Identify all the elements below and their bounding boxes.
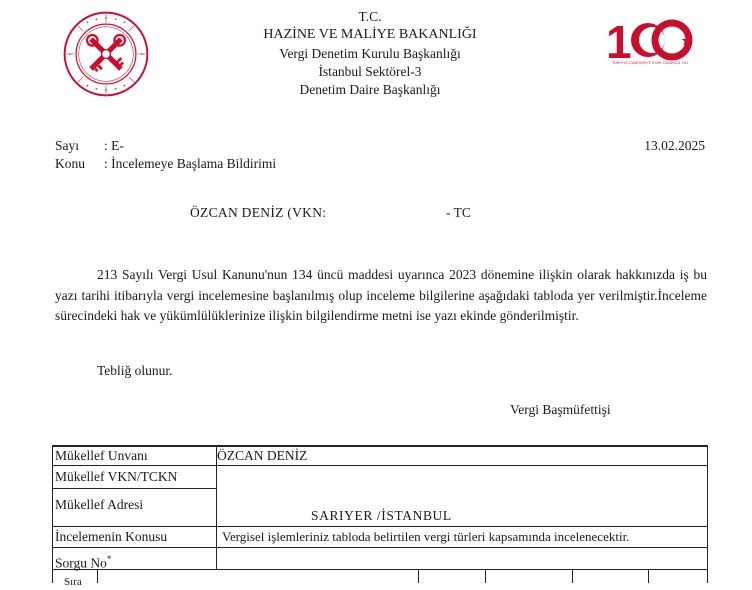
addressee-name: ÖZCAN DENİZ (VKN: <box>190 205 327 220</box>
body-paragraph: 213 Sayılı Vergi Usul Kanunu'nun 134 üncü maddesi uyarınca 2023 dönemine ilişkin olarak hakkınızda iş bu yazı tarihi itibarıyla vergi incelemesine başlanılmış olup inceleme bilgilerine aşağıdaki tabloda yer verilmiştir.İnceleme sürecindeki hak ve yükümlülüklerinize ilişkin bilgilendirme metni ise yazı ekinde gönderilmiştir. <box>55 267 707 323</box>
header-ministry: HAZİNE VE MALİYE BAKANLIĞI <box>263 27 477 42</box>
header-tc: T.C. <box>358 9 382 24</box>
konu-label: Konu <box>55 156 85 171</box>
header-board: Vergi Denetim Kurulu Başkanlığı <box>279 46 461 61</box>
centenary-caption: TÜRKİYE CUMHURİYETİ'NİN YÜZÜNCÜ YILI <box>612 61 688 65</box>
sorgu-label: Sorgu No <box>55 555 107 571</box>
header-sector: İstanbul Sektörel-3 <box>318 64 422 79</box>
addressee-tail: - TC <box>446 205 471 220</box>
row-label-vkn: Mükellef VKN/TCKN <box>55 469 178 484</box>
ministry-seal <box>62 10 150 98</box>
row-value-konu: Vergisel işlemleriniz tabloda belirtilen vergi türleri kapsamında incelenecektir. <box>222 529 630 544</box>
document-date: 13.02.2025 <box>644 138 705 153</box>
svg-text:1: 1 <box>606 16 628 64</box>
sira-header: Sıra <box>64 576 82 588</box>
centenary-logo <box>604 14 696 64</box>
row-label-konu: İncelemenin Konusu <box>55 529 168 544</box>
header-department: Denetim Daire Başkanlığı <box>299 82 441 97</box>
signer-title: Vergi Başmüfettişi <box>510 402 611 417</box>
teblig-text: Tebliğ olunur. <box>97 363 173 378</box>
row-label-adres: Mükellef Adresi <box>55 497 144 512</box>
row-label-unvan: Mükellef Unvanı <box>55 448 148 463</box>
row-label-sorgu <box>55 551 111 572</box>
row-value-unvan: ÖZCAN DENİZ <box>217 448 308 463</box>
sayi-value: : E- <box>104 138 124 153</box>
row-value-adres: SARIYER /İSTANBUL <box>311 508 452 523</box>
sayi-label: Sayı <box>55 138 80 153</box>
konu-value: : İncelemeye Başlama Bildirimi <box>104 156 277 171</box>
footnote-mark: * <box>106 554 112 564</box>
